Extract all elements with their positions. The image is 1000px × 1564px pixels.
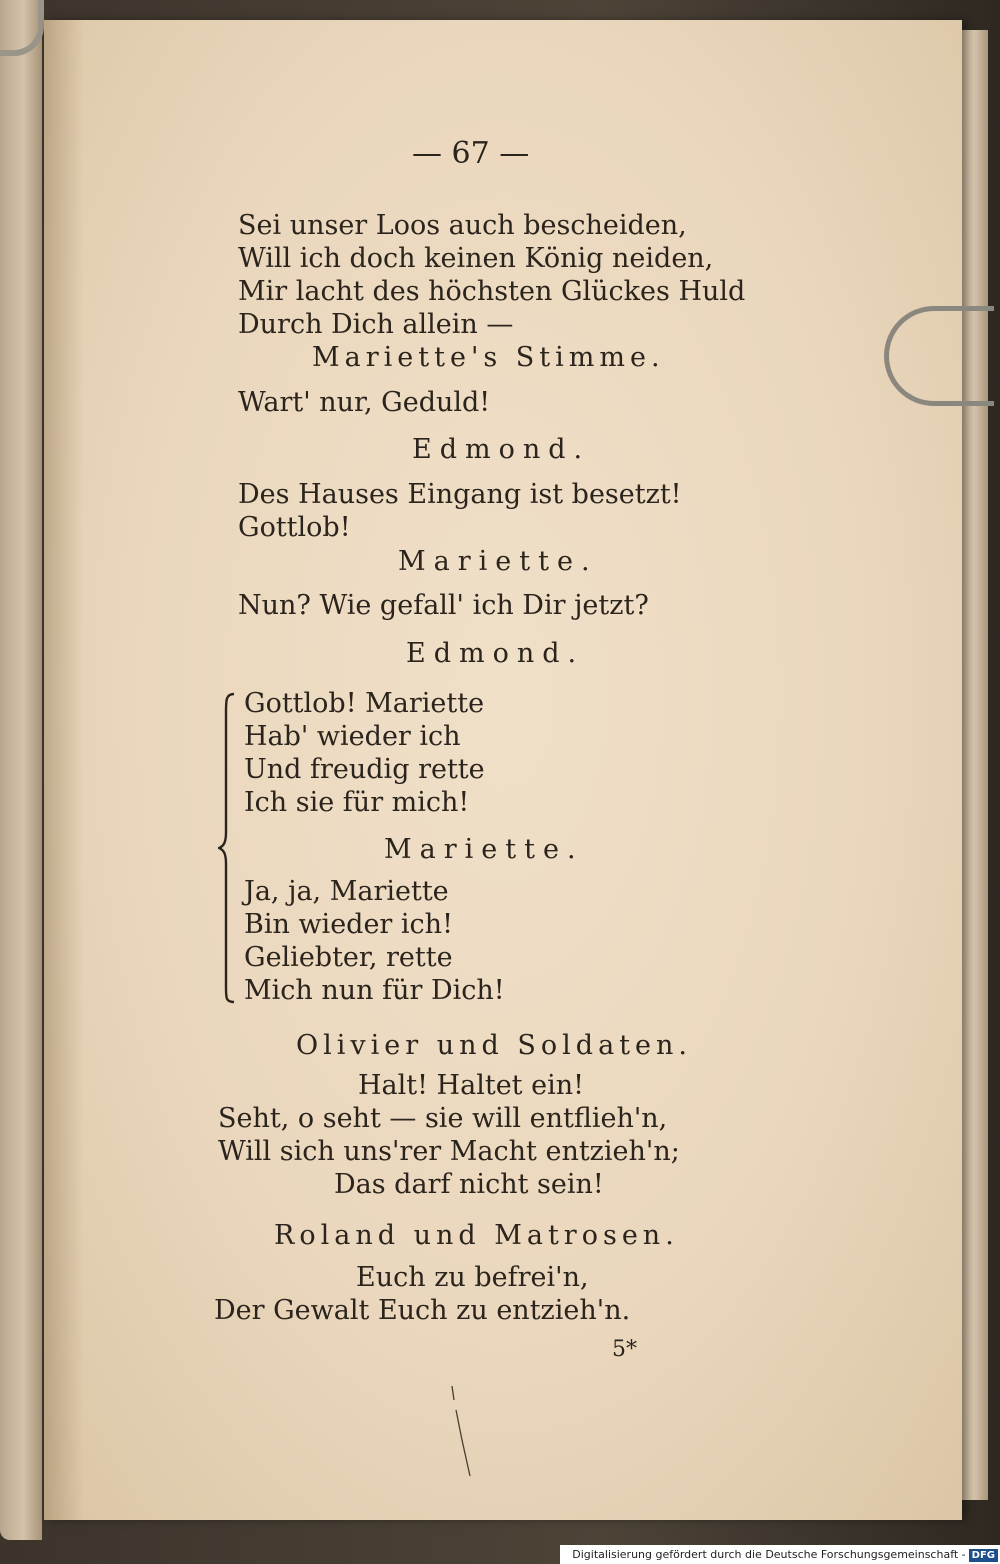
verse-line: Mir lacht des höchsten Glückes Huld bbox=[238, 276, 746, 307]
page-gutter-shadow bbox=[44, 20, 84, 1520]
verse-line: Der Gewalt Euch zu entzieh'n. bbox=[214, 1295, 631, 1326]
verse-line: Halt! Haltet ein! bbox=[358, 1070, 584, 1101]
verse-line: Mich nun für Dich! bbox=[244, 975, 505, 1006]
verse-line: Ja, ja, Mariette bbox=[244, 876, 449, 907]
verse-line: Will sich uns'rer Macht entzieh'n; bbox=[218, 1136, 680, 1167]
speaker-heading: Mariette. bbox=[384, 834, 584, 865]
speaker-heading: Edmond. bbox=[406, 638, 585, 669]
verse-line: Das darf nicht sein! bbox=[334, 1169, 604, 1200]
speaker-heading: Roland und Matrosen. bbox=[274, 1220, 679, 1251]
speaker-heading: Olivier und Soldaten. bbox=[296, 1030, 692, 1061]
verse-line: Wart' nur, Geduld! bbox=[238, 387, 491, 418]
verse-line: Euch zu befrei'n, bbox=[356, 1262, 589, 1293]
verse-line: Geliebter, rette bbox=[244, 942, 453, 973]
speaker-heading: Mariette. bbox=[398, 546, 598, 577]
verse-line: Sei unser Loos auch bescheiden, bbox=[238, 210, 687, 241]
footer-text: Digitalisierung gefördert durch die Deutsche Forschungsgemeinschaft - bbox=[572, 1548, 966, 1561]
duet-brace bbox=[218, 692, 236, 1004]
verse-line: Will ich doch keinen König neiden, bbox=[238, 243, 714, 274]
page-number: — 67 — bbox=[412, 136, 530, 171]
dfg-logo: DFG bbox=[969, 1549, 998, 1562]
verse-line: Durch Dich allein — bbox=[238, 309, 514, 340]
verse-line: Und freudig rette bbox=[244, 754, 485, 785]
digitization-footer bbox=[560, 1545, 1000, 1564]
speaker-heading: Mariette's Stimme. bbox=[312, 342, 665, 373]
previous-page-edge bbox=[0, 0, 42, 1540]
verse-line: Nun? Wie gefall' ich Dir jetzt? bbox=[238, 590, 649, 621]
verse-line: Gottlob! bbox=[238, 512, 351, 543]
underlying-pages-edge bbox=[960, 30, 988, 1500]
verse-line: Seht, o seht — sie will entflieh'n, bbox=[218, 1103, 668, 1134]
pencil-stroke bbox=[440, 1380, 480, 1480]
verse-line: Bin wieder ich! bbox=[244, 909, 453, 940]
verse-line: Ich sie für mich! bbox=[244, 787, 470, 818]
signature-mark: 5* bbox=[612, 1337, 637, 1362]
verse-line: Hab' wieder ich bbox=[244, 721, 461, 752]
verse-line: Des Hauses Eingang ist besetzt! bbox=[238, 479, 682, 510]
right-paper-clip bbox=[884, 306, 994, 406]
speaker-heading: Edmond. bbox=[412, 434, 591, 465]
verse-line: Gottlob! Mariette bbox=[244, 688, 485, 719]
